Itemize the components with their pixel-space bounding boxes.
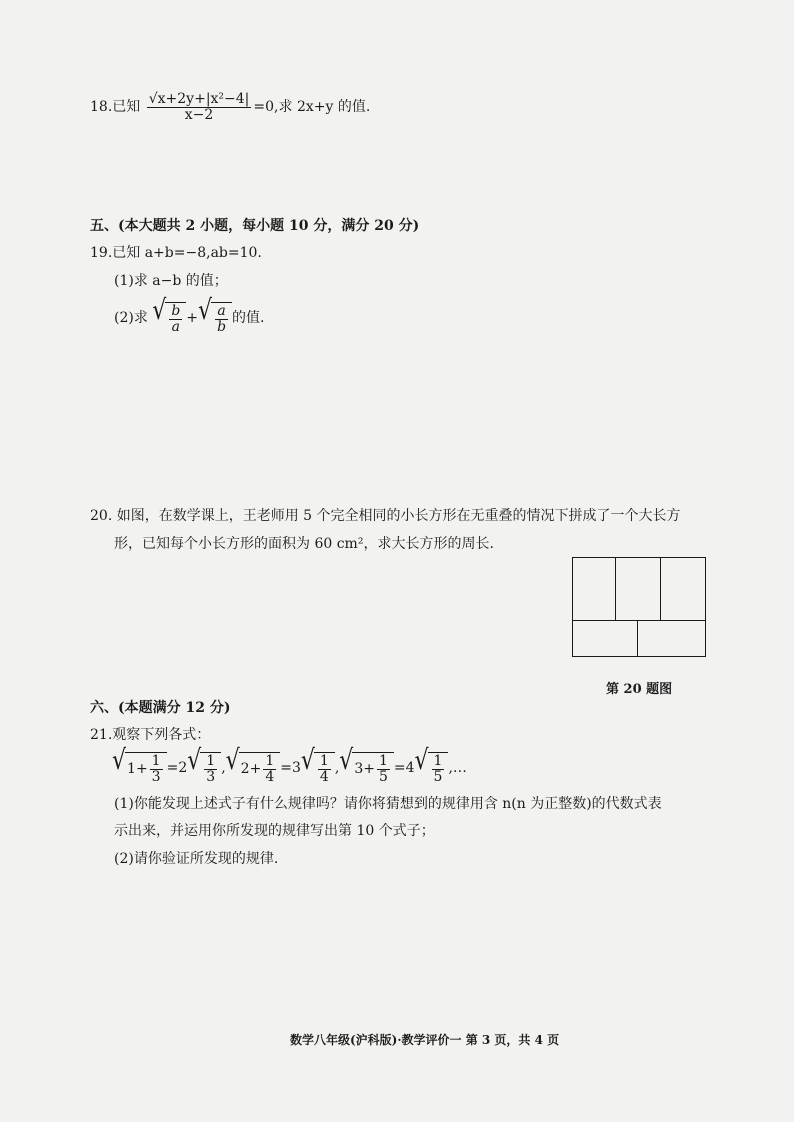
q18-numerator: √x+2y+|x²−4| (148, 91, 250, 107)
q19-part2-pre: (2)求 (114, 310, 148, 327)
section-5-title: 五、(本大题共 2 小题，每小题 10 分，满分 20 分) (90, 218, 420, 234)
q19-sqrt-b-over-a: √ $\frac{b}{a}$ (152, 302, 186, 334)
q18-pre: 已知 (112, 99, 141, 116)
q20-line1: 20. 如图，在数学课上，王老师用 5 个完全相同的小长方形在无重叠的情况下拼成了一个大长方 (90, 508, 681, 524)
q19-part1: (1)求 a−b 的值； (114, 273, 228, 289)
q21-stem (90, 724, 210, 744)
fig-divider (660, 558, 661, 620)
q19-number: 19. (90, 245, 113, 261)
q19-stem (90, 242, 262, 262)
q18-number: 18. (90, 99, 113, 116)
q20-figure (572, 557, 706, 657)
q19-sqrt-a-over-b: √ $\frac{a}{b}$ (198, 302, 232, 334)
fig-divider (573, 620, 705, 621)
fig-divider (637, 620, 638, 656)
q18-denominator: x−2 (184, 106, 214, 123)
page-footer: 数学八年级(沪科版)·教学评价一 第 3 页，共 4 页 (290, 1033, 560, 1047)
q18-fraction (147, 92, 252, 122)
q20-line2: 形，已知每个小长方形的面积为 60 cm²，求大长方形的周长. (114, 536, 494, 552)
q21-tail: ,… (448, 760, 467, 777)
q21-part1-line1: (1)你能发现上述式子有什么规律吗？请你将猜想到的规律用含 n(n 为正整数)的代数式表 (114, 796, 662, 812)
q21-formulas: √ 1+ $\frac{1}{3}$ =2 √ $\frac{1}{3}$ , √ 2+ $\frac{1}{4}$ =3 √ $\frac{1}{4}$ , √ 3+ $\frac{1}{5}$ =4 √ $\frac{1}{5}$ ,… (112, 745, 467, 785)
q21-stem-text: 观察下列各式： (112, 727, 211, 743)
fig-divider (615, 558, 616, 620)
q18-post: =0,求 2x+y 的值. (253, 99, 371, 116)
q21-number: 21. (90, 727, 113, 743)
q19-part2: (2)求 √ $\frac{b}{a}$ + √ $\frac{a}{b}$ 的值. (114, 295, 265, 335)
q21-part2: (2)请你验证所发现的规律. (114, 851, 279, 867)
question-18 (90, 92, 370, 122)
q21-part1-line2: 示出来，并运用你所发现的规律写出第 10 个式子； (114, 823, 435, 839)
q19-part2-post: 的值. (232, 310, 265, 327)
q20-figure-caption: 第 20 题图 (606, 682, 673, 697)
q19-stem-text: 已知 a+b=−8,ab=10. (112, 245, 262, 261)
section-6-title: 六、(本题满分 12 分) (90, 700, 231, 716)
